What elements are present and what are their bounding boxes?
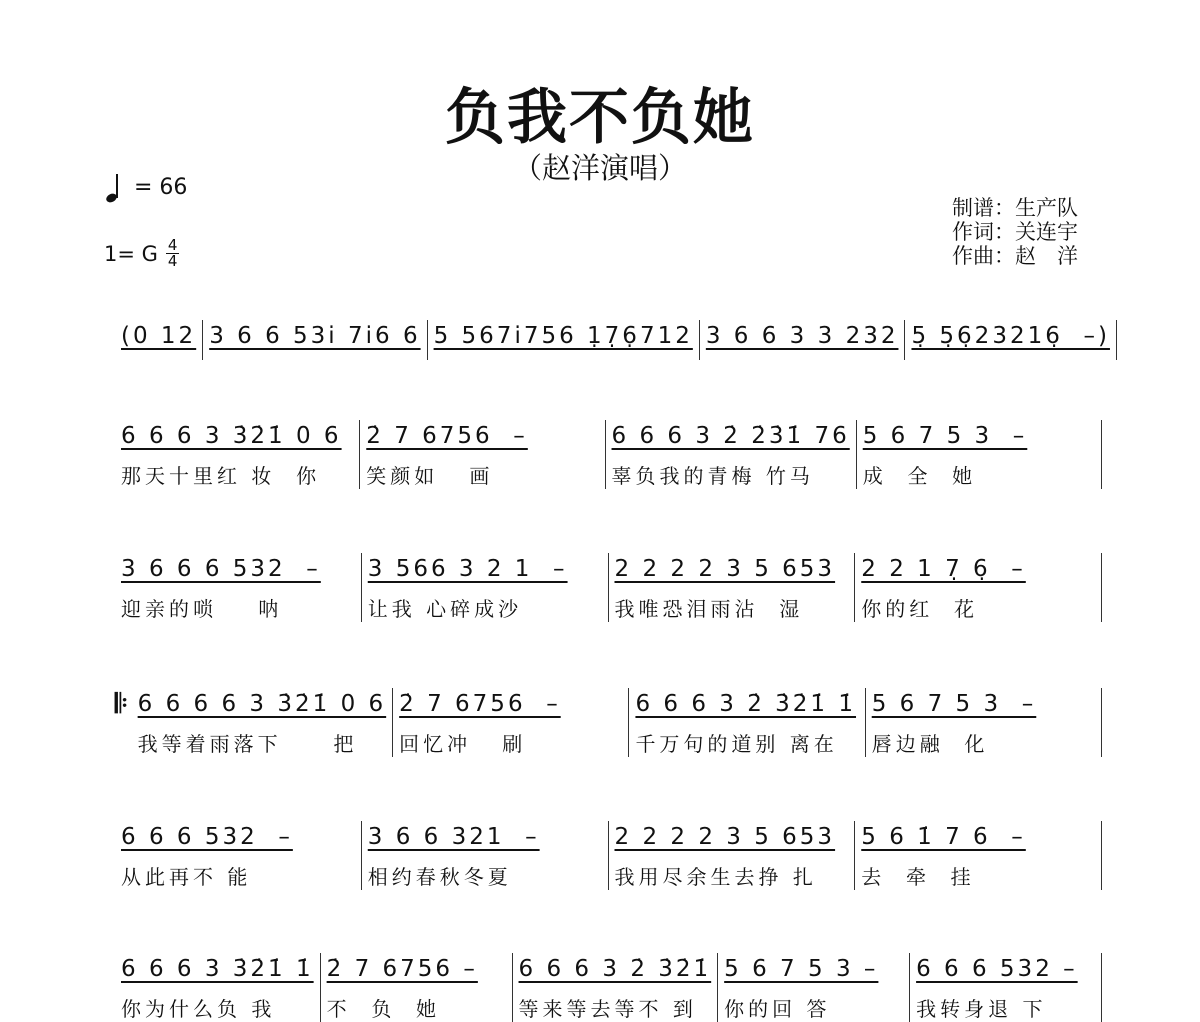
measure-notes: 6 6 6 3 2̇ 2̇3̇1̇ 76: [611, 423, 850, 449]
measure-lyrics: 你的回 答: [724, 997, 831, 1021]
measure: [609, 821, 856, 890]
measure-lyrics: 你为什么负 我: [121, 997, 276, 1021]
tempo-value: = 66: [134, 174, 188, 200]
measure: [362, 553, 609, 622]
measure: [855, 821, 1102, 890]
measure: [115, 320, 203, 360]
score-row: [115, 553, 1102, 622]
measure: [857, 420, 1102, 489]
measure-notes: 6 6 6 3 3̇2̇1̇ 1̇: [121, 956, 314, 982]
measure-notes: 2 2 2 2 3 5 653: [614, 556, 836, 582]
credit-transcriber: 制谱：生产队: [952, 196, 1078, 220]
measure: [132, 688, 394, 757]
measure: [360, 420, 605, 489]
measure-notes: 5 567i̇756 1̣7̣6̣712: [433, 323, 693, 349]
measure: [855, 553, 1102, 622]
measure: [513, 953, 719, 1022]
time-signature-bottom: 4: [167, 252, 178, 270]
measure: [905, 320, 1116, 360]
measure-notes: 5 6 7 5 3 –: [871, 691, 1037, 717]
measure: [203, 320, 427, 360]
measure-notes: 3 6 6 321 –: [367, 824, 540, 850]
measure-lyrics: 不 负 她: [326, 997, 441, 1021]
key-label: 1= G: [104, 241, 158, 266]
measure-notes: (0 12: [121, 323, 197, 349]
measure: [718, 953, 910, 1022]
measure-lyrics: 从此再不 能: [121, 865, 252, 889]
measure: [606, 420, 857, 489]
measure-notes: 6 6 6 532 –: [916, 956, 1078, 982]
measure: [700, 320, 906, 360]
performer-subtitle: （赵洋演唱）: [512, 151, 687, 185]
measure-notes: 3 6 6 3 3 232: [705, 323, 899, 349]
measure-notes: 2 2 1 7̣ 6̣ –: [861, 556, 1026, 582]
measure-notes: 5 6 1̇ 7 6 –: [861, 824, 1026, 850]
measure-notes: 3 6 6 6 532 –: [121, 556, 321, 582]
measure-notes: 2̇ 7 6756 –: [399, 691, 561, 717]
measure: [321, 953, 513, 1022]
credit-composer: 作曲：赵 洋: [952, 244, 1078, 268]
measure-notes: 6 6 6 3 2̇ 3̇2̇1̇: [518, 956, 712, 982]
measure-notes: 3 6 6 53i̇ 7i̇6 6: [209, 323, 421, 349]
measure-lyrics: 相约春秋冬夏: [367, 865, 512, 889]
measure-lyrics: 我等着雨落下 把: [137, 732, 358, 756]
key-signature: [104, 238, 179, 269]
measure-lyrics: 笑颜如 画: [366, 464, 494, 488]
measure-lyrics: 辜负我的青梅 竹马: [611, 464, 814, 488]
measure-lyrics: 让我 心碎成沙: [367, 597, 523, 621]
measure: [115, 420, 360, 489]
score-row: [115, 320, 1110, 360]
song-title: 负我不负她: [445, 83, 755, 153]
measure-notes: 6 6 6 6 3 3̇2̇1̇ 0 6: [137, 691, 387, 717]
measure-notes: 6 6 6 532 –: [121, 824, 293, 850]
credit-lyricist: 作词：关连宇: [952, 220, 1078, 244]
measure-lyrics: 等来等去等不 到: [518, 997, 697, 1021]
time-signature: [166, 238, 180, 269]
measure-lyrics: 那天十里红 妆 你: [121, 464, 321, 488]
measure-lyrics: 迎亲的唢 呐: [121, 597, 283, 621]
measure: [393, 688, 629, 757]
measure-lyrics: 你的红 花: [861, 597, 978, 621]
measure: [629, 688, 865, 757]
quarter-note-icon: [106, 172, 120, 202]
measure: [115, 953, 321, 1022]
measure-notes: 5 6 7 5 3 –: [724, 956, 879, 982]
measure-notes: 5̣ 5̣6̣23216̣ –): [911, 323, 1110, 349]
score-row: [115, 420, 1102, 489]
measure-lyrics: 去 牵 挂: [861, 865, 975, 889]
time-signature-top: 4: [167, 236, 178, 254]
measure-notes: 6 6 6 3 3̇2̇1̇ 0 6: [121, 423, 342, 449]
measure-lyrics: 千万句的道别 离在: [635, 732, 838, 756]
tempo-marking: [106, 172, 187, 202]
measure-lyrics: 我转身退 下: [916, 997, 1047, 1021]
measure: [115, 821, 362, 890]
measure: [362, 821, 609, 890]
measure-lyrics: 回忆冲 刷: [399, 732, 527, 756]
measure: [609, 553, 856, 622]
measure-notes: 2̇ 7 6756 –: [326, 956, 478, 982]
measure-notes: 5 6 7 5 3 –: [862, 423, 1028, 449]
measure-notes: 2 2 2 2 3 5 653: [614, 824, 836, 850]
measure-notes: 6 6 6 3 2̇ 3̇2̇1̇ 1̇: [635, 691, 857, 717]
measure: [115, 553, 362, 622]
measure-notes: 2̇ 7 6756 –: [366, 423, 528, 449]
measure: [866, 688, 1102, 757]
measure: [910, 953, 1102, 1022]
repeat-start-sign: 𝄆: [115, 689, 128, 719]
score-row: [115, 688, 1102, 757]
measure-lyrics: 我唯恐泪雨沾 湿: [614, 597, 804, 621]
measure: [428, 320, 700, 360]
score-row: [115, 821, 1102, 890]
measure-lyrics: 唇边融 化: [871, 732, 989, 756]
credits: [952, 196, 1078, 268]
measure-lyrics: 我用尽余生去挣 扎: [614, 865, 817, 889]
measure-notes: 3 566 3 2 1 –: [367, 556, 568, 582]
score-row: [115, 953, 1102, 1022]
measure-lyrics: 成 全 她: [862, 464, 977, 488]
